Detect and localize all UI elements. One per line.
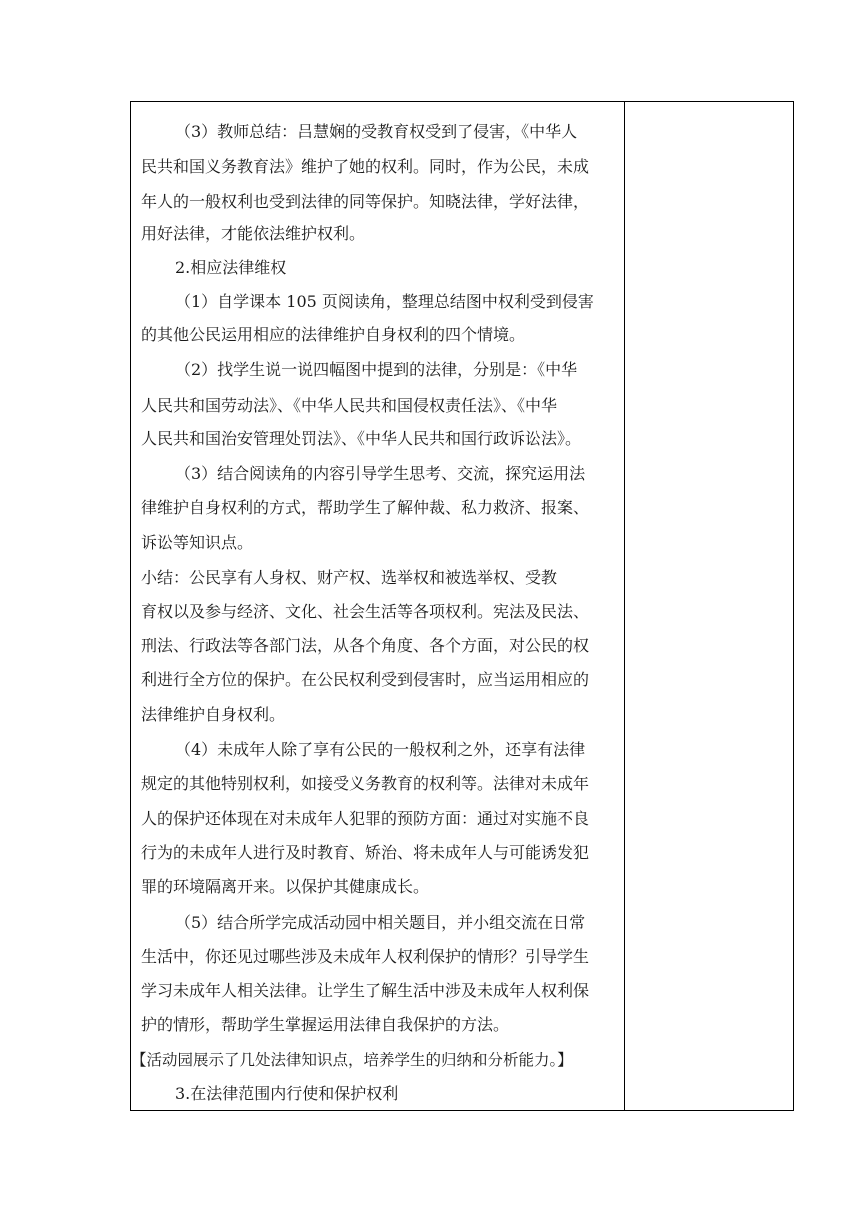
text-line: 学习未成年人相关法律。让学生了解生活中涉及未成年人权利保 — [141, 981, 590, 1000]
text-line: （5）结合所学完成活动园中相关题目，并小组交流在日常 — [175, 913, 586, 932]
text-line: （4）未成年人除了享有公民的一般权利之外，还享有法律 — [175, 740, 586, 759]
text-line: （2）找学生说一说四幅图中提到的法律，分别是：《中华 — [175, 360, 578, 379]
section-heading: 3.在法律范围内行使和保护权利 — [175, 1084, 399, 1103]
lesson-table — [130, 101, 794, 1111]
section-heading: 2.相应法律维权 — [175, 258, 287, 277]
text-line: 用好法律，才能依法维护权利。 — [141, 224, 366, 243]
design-note: 【活动园展示了几处法律知识点，培养学生的归纳和分析能力。】 — [131, 1051, 573, 1069]
text-line: 民共和国义务教育法》维护了她的权利。同时，作为公民，未成 — [141, 157, 590, 176]
text-line: 人民共和国治安管理处罚法》、《中华人民共和国行政诉讼法》。 — [141, 429, 582, 448]
text-line: 人的保护还体现在对未成年人犯罪的预防方面：通过对实施不良 — [141, 809, 590, 828]
teaching-process-cell — [131, 102, 624, 1110]
summary-line: 育权以及参与经济、文化、社会生活等各项权利。宪法及民法、 — [141, 602, 590, 621]
summary-line: 小结：公民享有人身权、财产权、选举权和被选举权、受教 — [141, 568, 558, 587]
text-line: 律维护自身权利的方式，帮助学生了解仲裁、私力救济、报案、 — [141, 498, 590, 517]
text-line: 罪的环境隔离开来。以保护其健康成长。 — [141, 877, 430, 896]
text-line: 生活中，你还见过哪些涉及未成年人权利保护的情形？引导学生 — [141, 947, 590, 966]
text-line: （3）教师总结：吕慧娴的受教育权受到了侵害，《中华人 — [175, 122, 578, 141]
summary-line: 利进行全方位的保护。在公民权利受到侵害时，应当运用相应的 — [141, 670, 590, 689]
text-line: （3）结合阅读角的内容引导学生思考、交流，探究运用法 — [175, 464, 586, 483]
text-line: 规定的其他特别权利，如接受义务教育的权利等。法律对未成年 — [141, 774, 590, 793]
text-line: 年人的一般权利也受到法律的同等保护。知晓法律，学好法律， — [141, 192, 590, 211]
text-line: 的其他公民运用相应的法律维护自身权利的四个情境。 — [141, 325, 526, 344]
text-line: 行为的未成年人进行及时教育、矫治、将未成年人与可能诱发犯 — [141, 843, 590, 862]
text-line: 诉讼等知识点。 — [141, 533, 254, 552]
summary-line: 刑法、行政法等各部门法，从各个角度、各个方面，对公民的权 — [141, 636, 590, 655]
text-line: 护的情形，帮助学生掌握运用法律自我保护的方法。 — [141, 1015, 510, 1034]
summary-line: 法律维护自身权利。 — [141, 705, 286, 724]
column-divider — [624, 102, 625, 1110]
text-line: 人民共和国劳动法》、《中华人民共和国侵权责任法》、《中华 — [141, 396, 558, 415]
text-line: （1）自学课本 105 页阅读角，整理总结图中权利受到侵害 — [175, 292, 594, 311]
